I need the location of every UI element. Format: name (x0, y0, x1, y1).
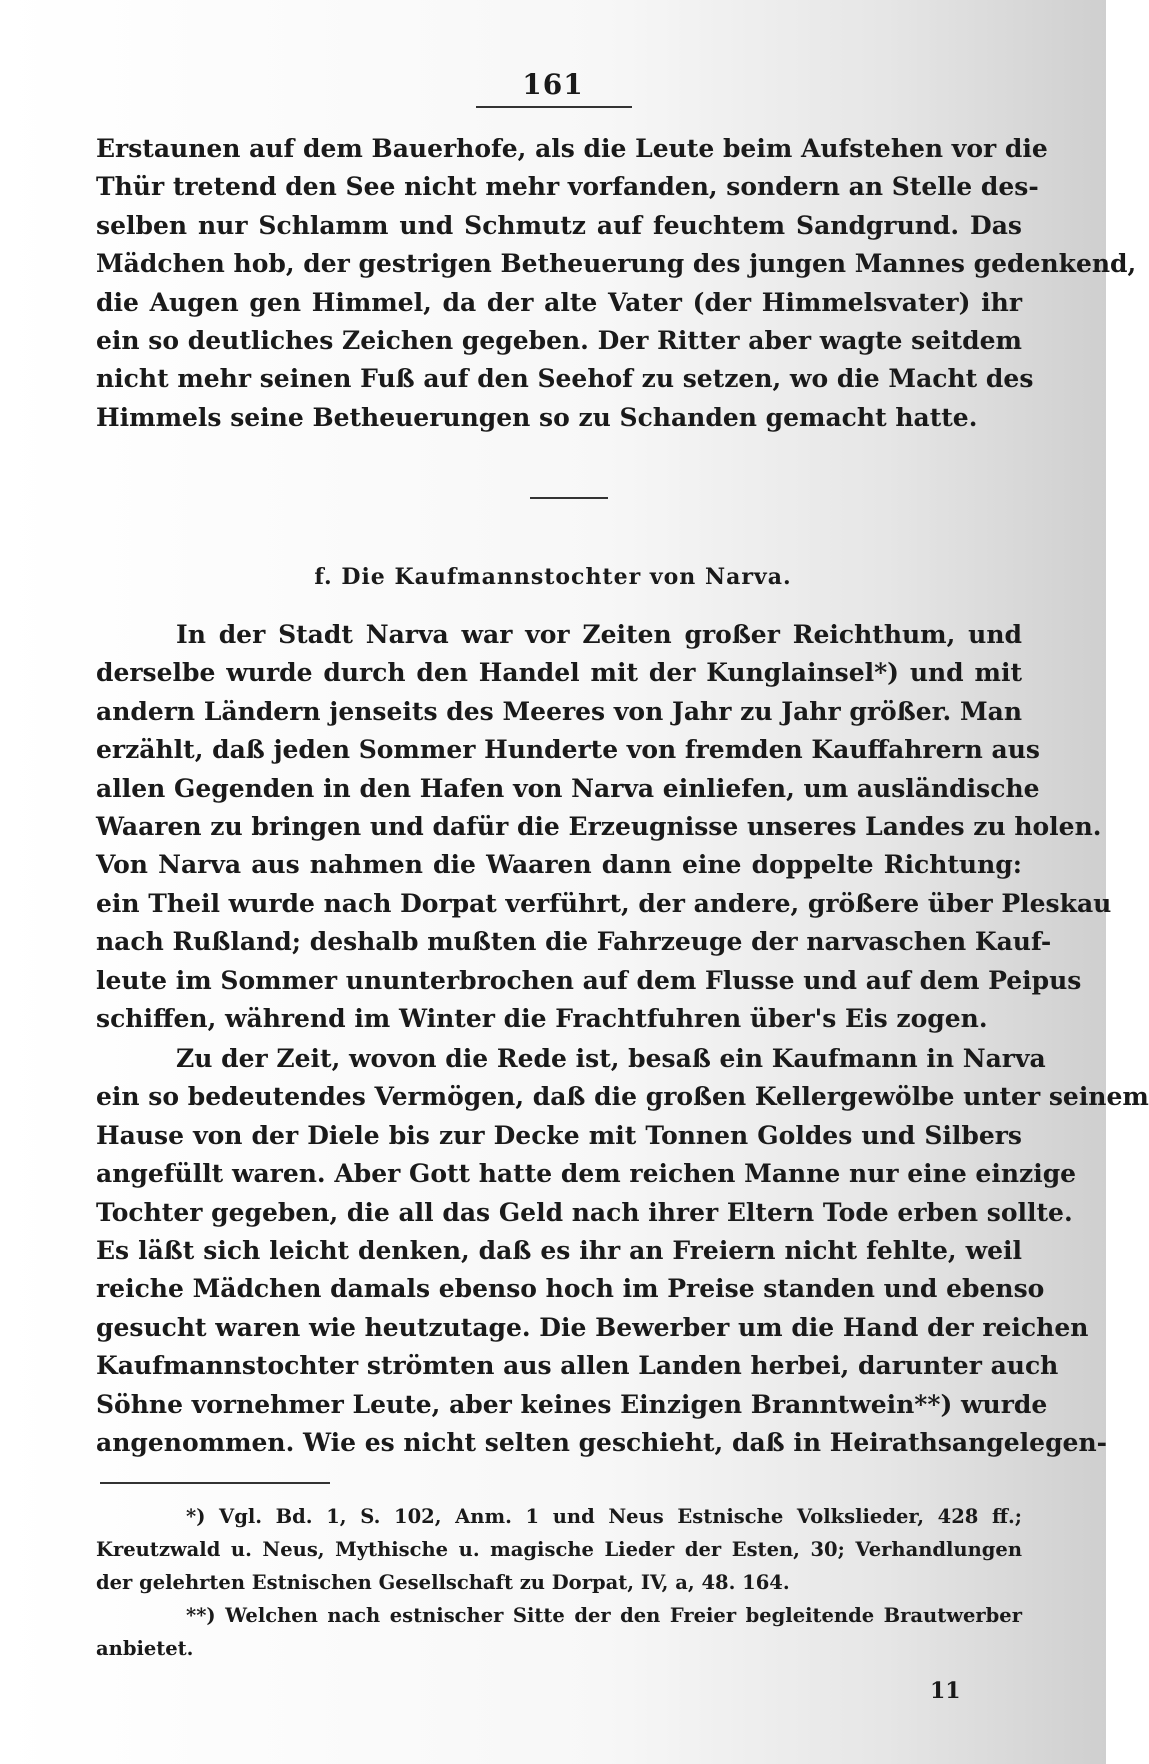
footnote-line: *) Vgl. Bd. 1, S. 102, Anm. 1 und Neus Estnische Volkslieder, 428 ff.; (186, 1505, 1022, 1528)
text-line: erzählt, daß jeden Sommer Hunderte von fremden Kauffahrern aus (96, 735, 1041, 765)
text-line: angefüllt waren. Aber Gott hatte dem reichen Manne nur eine einzige (96, 1159, 1077, 1189)
text-line: Himmels seine Betheuerungen so zu Schanden gemacht hatte. (96, 402, 978, 432)
paragraph-2 (96, 1040, 1149, 1462)
text-line: die Augen gen Himmel, da der alte Vater (der Himmelsvater) ihr (96, 287, 1022, 317)
text-line: reiche Mädchen damals ebenso hoch im Preise standen und ebenso (96, 1274, 1045, 1304)
footnote-rule (100, 1482, 330, 1484)
footnotes (96, 1500, 1022, 1665)
opening-paragraph (96, 130, 1137, 437)
page-number: 161 (522, 68, 584, 101)
text-line: Erstaunen auf dem Bauerhofe, als die Leute beim Aufstehen vor die (96, 134, 1048, 163)
signature-mark: 11 (930, 1678, 961, 1704)
text-line: ein so bedeutendes Vermögen, daß die großen Kellergewölbe unter seinem (96, 1082, 1149, 1112)
footnote-line: der gelehrten Estnischen Gesellschaft zu Dorpat, IV, a, 48. 164. (96, 1571, 790, 1594)
footnote-line: Kreutzwald u. Neus, Mythische u. magische Lieder der Esten, 30; Verhandlungen (96, 1538, 1022, 1561)
text-line: Söhne vornehmer Leute, aber keines Einzigen Branntwein**) wurde (96, 1389, 1048, 1419)
footnote-line: anbietet. (96, 1637, 194, 1660)
text-line: Von Narva aus nahmen die Waaren dann eine doppelte Richtung: (96, 850, 1022, 880)
text-line: leute im Sommer ununterbrochen auf dem Flusse und auf dem Peipus (96, 965, 1082, 995)
text-line: ein so deutliches Zeichen gegeben. Der Ritter aber wagte seitdem (96, 325, 1022, 355)
text-line: gesucht waren wie heutzutage. Die Bewerber um die Hand der reichen (96, 1312, 1089, 1342)
text-line: Waaren zu bringen und dafür die Erzeugnisse unseres Landes zu holen. (96, 811, 1102, 841)
text-line: Zu der Zeit, wovon die Rede ist, besaß ein Kaufmann in Narva (176, 1044, 1046, 1073)
text-line: In der Stadt Narva war vor Zeiten großer Reichthum, und (176, 620, 1022, 649)
text-line: Mädchen hob, der gestrigen Betheuerung des jungen Mannes gedenkend, (96, 249, 1137, 279)
text-line: nicht mehr seinen Fuß auf den Seehof zu setzen, wo die Macht des (96, 364, 1034, 394)
text-line: derselbe wurde durch den Handel mit der Kunglainsel*) und mit (96, 658, 1022, 688)
text-line: Tochter gegeben, die all das Geld nach ihrer Eltern Tode erben sollte. (96, 1197, 1073, 1227)
text-line: Es läßt sich leicht denken, daß es ihr an Freiern nicht fehlte, weil (96, 1235, 1022, 1265)
text-line: schiffen, während im Winter die Frachtfuhren über's Eis zogen. (96, 1003, 988, 1033)
text-line: ein Theil wurde nach Dorpat verführt, der andere, größere über Pleskau (96, 888, 1112, 918)
section-divider (530, 497, 608, 499)
section-heading: f. Die Kaufmannstochter von Narva. (314, 564, 792, 590)
paragraph-1 (96, 616, 1112, 1038)
text-line: nach Rußland; deshalb mußten die Fahrzeuge der narvaschen Kauf- (96, 927, 1052, 957)
text-line: andern Ländern jenseits des Meeres von Jahr zu Jahr größer. Man (96, 696, 1022, 726)
text-line: Hause von der Diele bis zur Decke mit Tonnen Goldes und Silbers (96, 1120, 1022, 1150)
page-number-rule (476, 106, 632, 108)
text-line: selben nur Schlamm und Schmutz auf feuchtem Sandgrund. Das (96, 210, 1022, 240)
footnote-line: **) Welchen nach estnischer Sitte der den Freier begleitende Brautwerber (186, 1604, 1022, 1627)
text-line: Kaufmannstochter strömten aus allen Landen herbei, darunter auch (96, 1351, 1059, 1381)
text-line: allen Gegenden in den Hafen von Narva einliefen, um ausländische (96, 773, 1040, 803)
text-line: Thür tretend den See nicht mehr vorfanden, sondern an Stelle des- (96, 172, 1039, 202)
text-line: angenommen. Wie es nicht selten geschieht, daß in Heirathsangelegen- (96, 1427, 1108, 1457)
